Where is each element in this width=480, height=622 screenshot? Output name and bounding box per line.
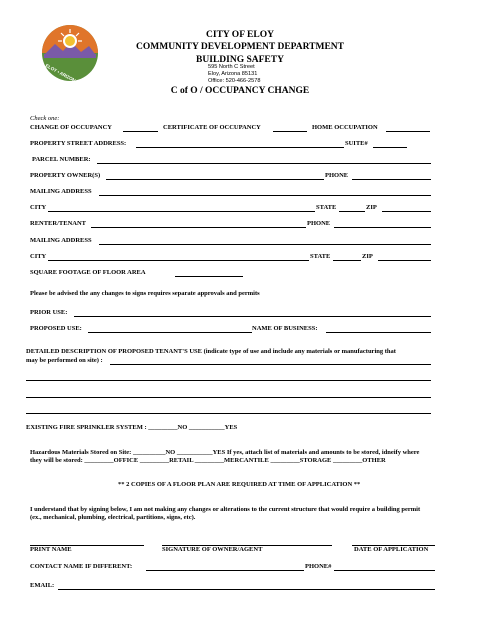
owner-city-field[interactable] (48, 211, 315, 212)
address-line-1: 595 North C Street (208, 64, 255, 70)
owner-zip-label: ZIP (366, 204, 377, 211)
fire-sprinkler-line: EXISTING FIRE SPRINKLER SYSTEM : _________NO ___________YES (26, 424, 238, 431)
prior-use-label: PRIOR USE: (30, 309, 68, 316)
renter-phone-label: PHONE (307, 220, 331, 227)
parcel-number-field[interactable] (97, 163, 431, 164)
square-footage-label: SQUARE FOOTAGE OF FLOOR AREA (30, 269, 146, 276)
owner-zip-field[interactable] (382, 211, 431, 212)
floor-plan-notice: ** 2 COPIES OF A FLOOR PLAN ARE REQUIRED AT TIME OF APPLICATION ** (118, 481, 361, 488)
date-of-application-label: DATE OF APPLICATION (354, 546, 429, 553)
change-of-occupancy-label: CHANGE OF OCCUPANCY (30, 124, 112, 131)
understand-statement-2: (ex., mechanical, plumbing, electrical, partitions, signs, etc). (30, 514, 196, 521)
detailed-description-label-1: DETAILED DESCRIPTION OF PROPOSED TENANT'S USE (indicate type of use and include any materials or manufacturing that (26, 348, 396, 355)
detailed-description-line-3[interactable] (26, 397, 431, 398)
owner-phone-field[interactable] (352, 179, 431, 180)
certificate-of-occupancy-field[interactable] (273, 131, 307, 132)
detailed-description-line-4[interactable] (26, 413, 431, 414)
proposed-use-field[interactable] (88, 332, 252, 333)
contact-phone-label: PHONE# (305, 563, 332, 570)
renter-mailing-address-label: MAILING ADDRESS (30, 237, 92, 244)
property-owner-label: PROPERTY OWNER(S) (30, 172, 101, 179)
property-owner-field[interactable] (106, 179, 324, 180)
hazardous-materials-line-2: they will be stored: _________OFFICE _________RETAIL _________MERCANTILE _________STORAGE _________OTHER (30, 457, 386, 464)
office-phone: Office: 520-466-2578 (208, 78, 261, 84)
logo-lettering: ELOY • ARIZONA (44, 63, 80, 85)
name-of-business-label: NAME OF BUSINESS: (252, 325, 318, 332)
home-occupation-label: HOME OCCUPATION (312, 124, 378, 131)
address-line-2: Eloy, Arizona 85131 (208, 71, 258, 77)
contact-phone-field[interactable] (334, 570, 435, 571)
detailed-description-line-2[interactable] (26, 380, 431, 381)
detailed-description-line-1[interactable] (110, 364, 431, 365)
proposed-use-label: PROPOSED USE: (30, 325, 82, 332)
owner-mailing-address-field[interactable] (99, 195, 431, 196)
signs-notice: Please be advised the any changes to signs requires separate approvals and permits (30, 290, 260, 297)
renter-zip-field[interactable] (378, 260, 431, 261)
owner-phone-label: PHONE (325, 172, 349, 179)
form-title: C of O / OCCUPANCY CHANGE (170, 86, 310, 96)
division-name: BUILDING SAFETY (196, 55, 284, 65)
department-name: COMMUNITY DEVELOPMENT DEPARTMENT (136, 42, 344, 52)
owner-state-label: STATE (316, 204, 337, 211)
city-name: CITY OF ELOY (206, 30, 274, 40)
renter-tenant-field[interactable] (91, 227, 306, 228)
name-of-business-field[interactable] (326, 332, 431, 333)
owner-state-field[interactable] (339, 211, 365, 212)
understand-statement-1: I understand that by signing below, I am not making any changes or alterations to the current structure that would require a building permit (30, 506, 421, 513)
property-street-address-field[interactable] (136, 147, 344, 148)
renter-state-label: STATE (310, 253, 331, 260)
email-field[interactable] (58, 589, 435, 590)
renter-state-field[interactable] (333, 260, 361, 261)
owner-city-label: CITY (30, 204, 47, 211)
signature-label: SIGNATURE OF OWNER/AGENT (162, 546, 263, 553)
suite-label: SUITE# (345, 140, 368, 147)
home-occupation-field[interactable] (386, 131, 430, 132)
renter-phone-field[interactable] (334, 227, 431, 228)
detailed-description-label-2: may be performed on site) : (26, 357, 103, 364)
contact-name-label: CONTACT NAME IF DIFFERENT: (30, 563, 133, 570)
certificate-of-occupancy-label: CERTIFICATE OF OCCUPANCY (163, 124, 261, 131)
property-street-address-label: PROPERTY STREET ADDRESS: (30, 140, 127, 147)
email-label: EMAIL: (30, 582, 55, 589)
hazardous-materials-line-1: Hazardous Materials Stored on Site: __________NO ___________YES If yes, attach list of materials and amounts to be stored, idneify where (30, 449, 420, 456)
renter-city-field[interactable] (48, 260, 309, 261)
prior-use-field[interactable] (74, 316, 431, 317)
renter-city-label: CITY (30, 253, 47, 260)
contact-name-field[interactable] (146, 570, 304, 571)
renter-mailing-address-field[interactable] (99, 244, 431, 245)
print-name-label: PRINT NAME (30, 546, 72, 553)
parcel-number-label: PARCEL NUMBER: (32, 156, 91, 163)
renter-tenant-label: RENTER/TENANT (30, 220, 86, 227)
suite-field[interactable] (373, 147, 407, 148)
renter-zip-label: ZIP (362, 253, 373, 260)
square-footage-field[interactable] (175, 276, 243, 277)
owner-mailing-address-label: MAILING ADDRESS (30, 188, 92, 195)
check-one-label: Check one: (30, 115, 60, 122)
change-of-occupancy-field[interactable] (123, 131, 158, 132)
